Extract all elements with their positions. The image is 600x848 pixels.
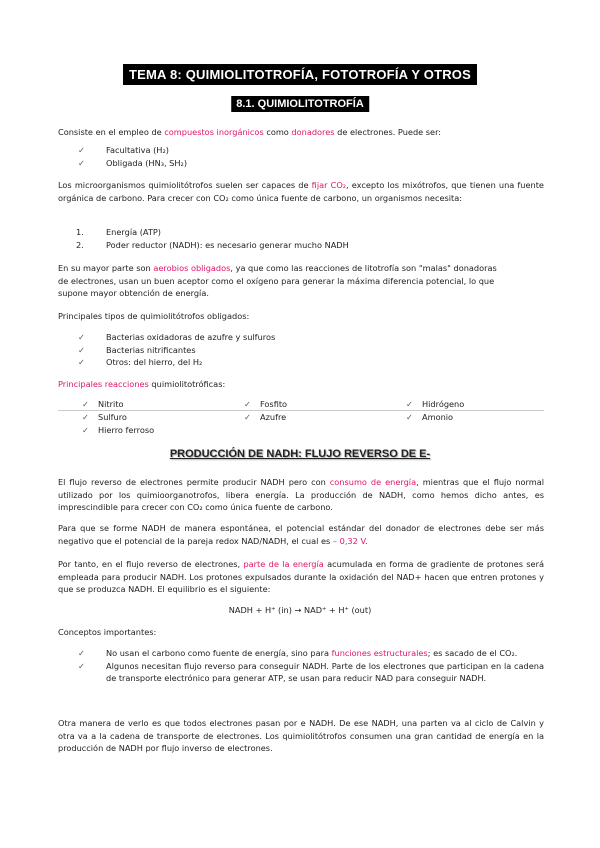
paragraph-potencial	[58, 522, 544, 547]
highlight: fijar CO₂	[311, 180, 347, 190]
paragraph-gradiente	[58, 558, 544, 596]
grid-item	[382, 411, 544, 424]
text: , excepto los mixótrofos, que tienen una fuente orgánica de carbono. Para crecer con CO₂ como única fuente de carbono, un organismos necesita:	[58, 180, 544, 203]
text: .	[365, 535, 368, 546]
text: acumulada en forma de gradiente de protones será empleada para producir NADH. Los protones expulsados durante la oxidación del NAD+ hacen que entren protones y que se produzca NADH. El equilibrio es el siguiente:	[58, 559, 544, 595]
check-icon: ✓	[82, 424, 89, 435]
check-icon: ✓	[244, 399, 251, 409]
item-text: Sulfuro	[98, 411, 127, 422]
text: Para que se forme NADH de manera espontánea, el potencial estándar del donador de electrones debe ser más negativo que el potencial de la pareja redox NAD/NADH, el cual es	[58, 523, 544, 546]
equation: NADH + H⁺ (in) → NAD⁺ + H⁺ (out)	[228, 605, 372, 615]
item-text: Facultativa (H₂)	[106, 145, 169, 155]
check-icon: ✓	[78, 145, 85, 155]
item-text: Amonio	[422, 411, 454, 422]
list-item	[58, 660, 544, 685]
paragraph-tipos: Principales tipos de quimiolitótrofos obligados:	[58, 311, 250, 321]
grid-item	[58, 398, 220, 411]
list-obligados	[58, 331, 544, 369]
check-icon: ✓	[78, 157, 85, 168]
item-text: No usan el carbono como fuente de energía, sino para	[106, 648, 332, 658]
list-number: 1.	[76, 227, 84, 237]
item-text: Hidrógeno	[422, 399, 465, 409]
highlight: Principales reacciones	[58, 379, 149, 389]
check-icon: ✓	[82, 399, 89, 409]
list-item	[58, 239, 544, 252]
highlight: aerobios obligados	[153, 263, 231, 273]
list-item	[58, 157, 544, 170]
highlight: funciones estructurales	[331, 648, 428, 658]
highlight: parte de la energía	[243, 559, 324, 569]
section-title: 8.1. QUIMIOLITOTROFÍA	[231, 96, 369, 112]
grid-row	[58, 424, 544, 437]
check-icon: ✓	[78, 332, 85, 342]
item-text: Otros: del hierro, del H₂	[106, 357, 203, 368]
grid-item	[220, 411, 382, 424]
item-text: Energía (ATP)	[106, 227, 162, 237]
grid-row	[58, 398, 544, 411]
item-text: Nitrito	[98, 399, 124, 409]
paragraph-calvin: Otra manera de verlo es que todos electrones pasan por e NADH. De ese NADH, una parten va al ciclo de Calvin y otra va a la cadena de transporte de electrones. Los quimiolitótrofos consumen una gran cantidad de energía en la producción de NADH por flujo inverso de electrones.	[58, 718, 544, 754]
check-icon: ✓	[406, 399, 413, 409]
list-item	[58, 344, 544, 357]
highlight: – 0,32 V	[332, 535, 365, 546]
item-text: Hierro ferroso	[98, 424, 155, 435]
list-conceptos	[58, 647, 544, 685]
item-text: Azufre	[260, 411, 287, 422]
grid-row	[58, 411, 544, 424]
list-item	[58, 356, 544, 369]
item-text: Obligada (HN₃, SH₂)	[106, 157, 188, 168]
list-needs	[58, 226, 544, 251]
highlight: donadores	[291, 127, 335, 137]
text: Los microorganismos quimiolitótrofos suelen ser capaces de	[58, 180, 312, 190]
section-heading: PRODUCCIÓN DE NADH: FLUJO REVERSO DE E-	[169, 448, 431, 460]
grid-item	[382, 398, 544, 411]
text: quimiolitotróficas:	[148, 379, 226, 389]
item-text: Bacterias nitrificantes	[106, 344, 196, 355]
text: Por tanto, en el flujo reverso de electrones,	[58, 559, 244, 569]
list-item	[58, 144, 544, 157]
check-icon: ✓	[82, 411, 89, 422]
item-text: Bacterias oxidadoras de azufre y sulfuros	[106, 332, 276, 342]
list-number: 2.	[76, 239, 84, 250]
paragraph-intro	[58, 126, 544, 139]
paragraph-microorganisms	[58, 179, 544, 204]
check-icon: ✓	[406, 411, 413, 422]
list-item	[58, 226, 544, 239]
highlight: consumo de energía	[329, 477, 417, 487]
paragraph-reacciones	[58, 378, 544, 391]
paragraph-flujo	[58, 476, 544, 514]
check-icon: ✓	[78, 660, 85, 671]
check-icon: ✓	[78, 648, 85, 658]
item-text: ; es sacado de el CO₂.	[427, 648, 518, 658]
grid-item	[58, 424, 220, 437]
text: , mientras que el flujo normal utilizado por los quimioorganotrofos, libera energía. La producción de NADH, como hemos dicho antes, es imprescindible para crecer con CO₂ como única fuente de carbono.	[58, 477, 544, 513]
reactions-grid	[58, 398, 544, 436]
text: El flujo reverso de electrones permite producir NADH pero con	[58, 477, 330, 487]
list-item	[58, 331, 544, 344]
text: Consiste en el empleo de	[58, 127, 165, 137]
paragraph-aerobios	[58, 262, 498, 300]
list-types	[58, 144, 544, 169]
text: En su mayor parte son	[58, 263, 154, 273]
list-item	[58, 647, 544, 660]
check-icon: ✓	[78, 344, 85, 355]
item-text: Algunos necesitan flujo reverso para conseguir NADH. Parte de los electrones que participan en la cadena de transporte electrónico para generar ATP, se usan para reducir NAD para conseguir NADH.	[106, 660, 544, 684]
paragraph-conceptos: Conceptos importantes:	[58, 627, 157, 637]
check-icon: ✓	[244, 411, 251, 422]
grid-item	[58, 411, 220, 424]
item-text: Poder reductor (NADH): es necesario generar mucho NADH	[106, 239, 349, 250]
text: de electrones. Puede ser:	[334, 127, 442, 137]
text: como	[263, 127, 292, 137]
page-title: TEMA 8: QUIMIOLITOTROFÍA, FOTOTROFÍA Y OTROS	[123, 64, 477, 85]
check-icon: ✓	[78, 357, 85, 368]
item-text: Fosfito	[260, 399, 288, 409]
text: , ya que como las reacciones de litotrofía son "malas" donadoras de electrones, usan un buen aceptor como el oxígeno para generar la máxima diferencia potencial, lo que supone mayor obtención de energía.	[58, 263, 497, 299]
highlight: compuestos inorgánicos	[164, 127, 264, 137]
grid-item	[220, 398, 382, 411]
